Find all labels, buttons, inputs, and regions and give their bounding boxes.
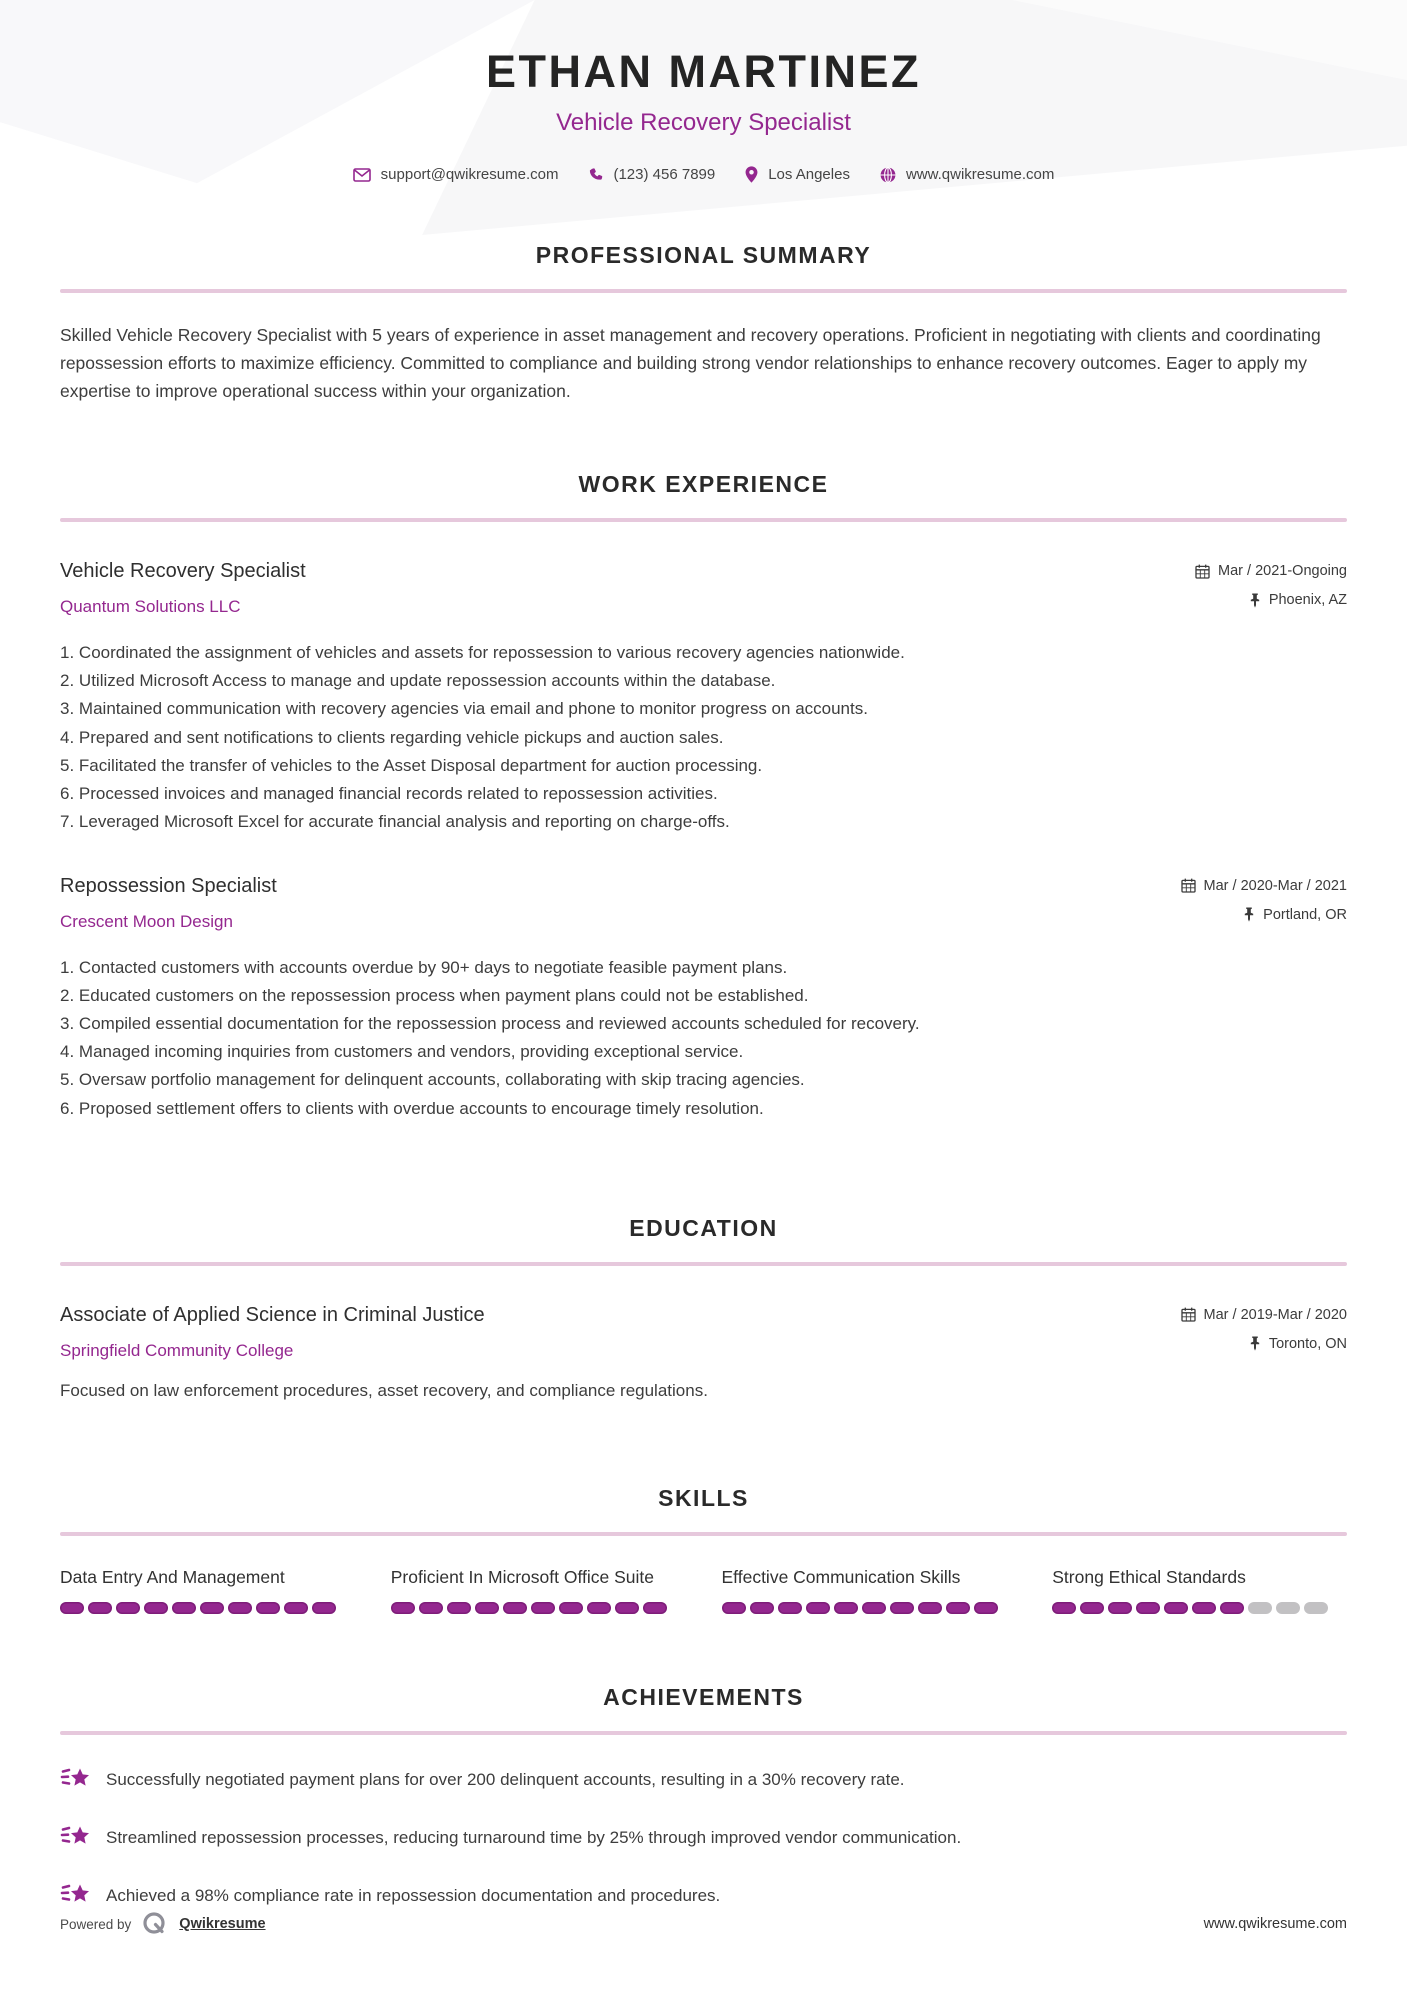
- section-rule: [60, 518, 1347, 522]
- powered-by-label: Powered by: [60, 1916, 132, 1932]
- job-meta: [1195, 560, 1347, 608]
- email-icon: [353, 168, 371, 182]
- education-location: [1249, 1336, 1347, 1352]
- skill-name: Effective Communication Skills: [721, 1566, 961, 1587]
- job-title: Repossession Specialist: [60, 874, 277, 897]
- job-header: [60, 560, 1347, 617]
- job-bullet-list: [60, 954, 1347, 1123]
- achievement-row: [60, 1882, 1347, 1909]
- star-achievement-icon: [60, 1882, 90, 1909]
- skill-segment-filled: [88, 1602, 112, 1614]
- calendar-icon: [1181, 1307, 1196, 1322]
- skill-segment-filled: [806, 1602, 830, 1614]
- star-achievement-icon: [60, 1824, 90, 1851]
- job-title: Vehicle Recovery Specialist: [60, 560, 306, 582]
- job-location-text: Phoenix, AZ: [1268, 592, 1347, 608]
- calendar-icon: [1195, 564, 1210, 579]
- resume-header: [0, 0, 1407, 186]
- job-dates-text: Mar / 2021-Ongoing: [1218, 563, 1347, 579]
- skills-heading: SKILLS: [658, 1484, 749, 1511]
- job-bullet: Maintained communication with recovery agencies via email and phone to monitor progress on accounts.: [78, 699, 868, 719]
- contact-row: [0, 166, 1407, 183]
- skill-segment-filled: [60, 1602, 84, 1614]
- skill-segment-filled: [946, 1602, 970, 1614]
- skill-segment-filled: [615, 1602, 639, 1614]
- pushpin-icon: [1243, 907, 1255, 922]
- skill-level-bar: [391, 1602, 686, 1614]
- job-list: [60, 560, 1347, 1123]
- summary-text: Skilled Vehicle Recovery Specialist with 5 years of experience in asset management and recovery operations. Proficient in negotiating with clients and coordinating repossession efforts to maximize efficiency. Committed to compliance and building strong vendor relationships to enhance recovery outcomes. Eager to apply my expertise to improve operational success within your organization.: [60, 325, 1321, 401]
- skill-level-bar: [1052, 1602, 1347, 1614]
- candidate-role: Vehicle Recovery Specialist: [556, 109, 851, 136]
- education-entry: [60, 1304, 1347, 1401]
- skill-segment-filled: [1136, 1602, 1160, 1614]
- skill-segment-filled: [475, 1602, 499, 1614]
- skill-segment-filled: [559, 1602, 583, 1614]
- job-left: [60, 560, 306, 617]
- education-dates-text: Mar / 2019-Mar / 2020: [1203, 1306, 1347, 1323]
- skills-grid: [60, 1566, 1347, 1615]
- skill-segment-filled: [116, 1602, 140, 1614]
- job-left: [60, 875, 277, 932]
- education-dates: [1181, 1307, 1347, 1323]
- education-heading: EDUCATION: [629, 1214, 778, 1241]
- job-entry: [60, 875, 1347, 1123]
- job-bullet: Educated customers on the repossession process when payment plans could not be established.: [78, 985, 809, 1005]
- location-icon: [745, 166, 758, 183]
- powered-by: [60, 1910, 266, 1938]
- summary-heading: PROFESSIONAL SUMMARY: [535, 242, 872, 268]
- skill-segment-filled: [531, 1602, 555, 1614]
- job-location: [1249, 592, 1347, 608]
- skill-segment-filled: [1192, 1602, 1216, 1614]
- education-degree: Associate of Applied Science in Criminal Justice: [60, 1303, 485, 1326]
- skill-segment-filled: [256, 1602, 280, 1614]
- skill-segment-filled: [228, 1602, 252, 1614]
- achievement-text: Successfully negotiated payment plans for over 200 delinquent accounts, resulting in a 30% recovery rate.: [106, 1769, 905, 1789]
- skill-segment-filled: [1080, 1602, 1104, 1614]
- job-company: Crescent Moon Design: [60, 911, 233, 931]
- job-bullet: Processed invoices and managed financial records related to repossession activities.: [78, 784, 718, 804]
- education-description: Focused on law enforcement procedures, asset recovery, and compliance regulations.: [60, 1380, 708, 1400]
- job-bullet: Managed incoming inquiries from customers and vendors, providing exceptional service.: [78, 1042, 744, 1062]
- skill-segment-empty: [1248, 1602, 1272, 1614]
- education-school: Springfield Community College: [60, 1340, 294, 1360]
- job-dates: [1195, 563, 1347, 579]
- skill-segment-filled: [503, 1602, 527, 1614]
- skill-item: [391, 1566, 686, 1615]
- skill-item: [1052, 1566, 1347, 1615]
- contact-location-text: Los Angeles: [768, 166, 850, 183]
- skill-name: Proficient In Microsoft Office Suite: [390, 1566, 655, 1587]
- job-bullet: Compiled essential documentation for the repossession process and reviewed accounts scheduled for recovery.: [78, 1013, 920, 1033]
- candidate-name: ETHAN MARTINEZ: [486, 46, 921, 97]
- job-bullet: Utilized Microsoft Access to manage and update repossession accounts within the database.: [78, 671, 776, 691]
- skill-segment-filled: [750, 1602, 774, 1614]
- skill-level-bar: [60, 1602, 355, 1614]
- skill-segment-filled: [1052, 1602, 1076, 1614]
- job-bullet: Leveraged Microsoft Excel for accurate financial analysis and reporting on charge-offs.: [78, 812, 730, 832]
- footer-url[interactable]: www.qwikresume.com: [1203, 1916, 1347, 1932]
- achievements-heading: ACHIEVEMENTS: [603, 1684, 804, 1711]
- skill-segment-filled: [1220, 1602, 1244, 1614]
- resume-body: [0, 242, 1407, 1909]
- job-header: [60, 875, 1347, 932]
- achievement-text: Streamlined repossession processes, reducing turnaround time by 25% through improved vendor communication.: [106, 1827, 962, 1847]
- education-header: [60, 1304, 1347, 1361]
- job-bullet: Facilitated the transfer of vehicles to the Asset Disposal department for auction processing.: [78, 755, 763, 775]
- skill-segment-empty: [1276, 1602, 1300, 1614]
- job-bullet-list: [60, 639, 1347, 837]
- qwikresume-link[interactable]: Qwikresume: [179, 1916, 266, 1932]
- achievement-row: [60, 1766, 1347, 1793]
- job-meta: [1181, 875, 1347, 923]
- job-bullet: Coordinated the assignment of vehicles and assets for repossession to various recovery agencies nationwide.: [78, 643, 905, 662]
- section-rule: [60, 1731, 1347, 1735]
- skill-segment-filled: [200, 1602, 224, 1614]
- skill-segment-filled: [1108, 1602, 1132, 1614]
- job-bullet: Prepared and sent notifications to clients regarding vehicle pickups and auction sales.: [78, 727, 724, 747]
- skill-segment-empty: [1304, 1602, 1328, 1614]
- skill-segment-filled: [391, 1602, 415, 1614]
- contact-email[interactable]: [353, 166, 559, 183]
- skill-name: Data Entry And Management: [60, 1566, 285, 1587]
- pushpin-icon: [1249, 593, 1261, 608]
- job-entry: [60, 560, 1347, 837]
- education-meta: [1181, 1304, 1347, 1352]
- skill-segment-filled: [447, 1602, 471, 1614]
- skill-segment-filled: [419, 1602, 443, 1614]
- skill-segment-filled: [144, 1602, 168, 1614]
- education-left: [60, 1304, 485, 1361]
- skill-segment-filled: [974, 1602, 998, 1614]
- skill-segment-filled: [890, 1602, 914, 1614]
- skill-level-bar: [722, 1602, 1017, 1614]
- skill-item: [722, 1566, 1017, 1615]
- skill-segment-filled: [312, 1602, 336, 1614]
- calendar-icon: [1181, 878, 1196, 893]
- skill-item: [60, 1566, 355, 1615]
- qwikresume-logo-icon: [141, 1910, 169, 1938]
- section-rule: [60, 1532, 1347, 1536]
- skill-segment-filled: [643, 1602, 667, 1614]
- contact-website[interactable]: [880, 166, 1054, 183]
- section-rule: [60, 1262, 1347, 1266]
- education-location-text: Toronto, ON: [1268, 1335, 1347, 1352]
- job-bullet: Proposed settlement offers to clients with overdue accounts to encourage timely resolution.: [78, 1098, 764, 1118]
- skill-segment-filled: [918, 1602, 942, 1614]
- job-company: Quantum Solutions LLC: [60, 597, 241, 616]
- achievement-list: [60, 1766, 1347, 1909]
- achievement-text: Achieved a 98% compliance rate in repossession documentation and procedures.: [106, 1885, 721, 1905]
- job-bullet: Contacted customers with accounts overdue by 90+ days to negotiate feasible payment plans.: [78, 957, 788, 977]
- work-heading: WORK EXPERIENCE: [578, 471, 829, 497]
- skill-segment-filled: [587, 1602, 611, 1614]
- job-location-text: Portland, OR: [1263, 906, 1347, 923]
- section-rule: [60, 289, 1347, 293]
- contact-website-text: www.qwikresume.com: [905, 166, 1055, 183]
- page-footer: [60, 1910, 1347, 1938]
- contact-location: [745, 166, 850, 183]
- contact-email-text: support@qwikresume.com: [380, 166, 559, 183]
- job-location: [1243, 907, 1347, 923]
- skill-segment-filled: [172, 1602, 196, 1614]
- phone-icon: [588, 167, 603, 182]
- skill-name: Strong Ethical Standards: [1052, 1566, 1246, 1587]
- job-dates-text: Mar / 2020-Mar / 2021: [1203, 877, 1347, 894]
- skill-segment-filled: [722, 1602, 746, 1614]
- skill-segment-filled: [778, 1602, 802, 1614]
- job-bullet: Oversaw portfolio management for delinquent accounts, collaborating with skip tracing agencies.: [78, 1070, 805, 1090]
- star-achievement-icon: [60, 1766, 90, 1793]
- pushpin-icon: [1249, 1336, 1261, 1351]
- skill-segment-filled: [1164, 1602, 1188, 1614]
- contact-phone-text: (123) 456 7899: [613, 166, 716, 183]
- skill-segment-filled: [284, 1602, 308, 1614]
- skill-segment-filled: [834, 1602, 858, 1614]
- globe-icon: [880, 167, 896, 183]
- job-dates: [1181, 878, 1347, 894]
- skill-segment-filled: [862, 1602, 886, 1614]
- achievement-row: [60, 1824, 1347, 1851]
- contact-phone: [588, 166, 715, 183]
